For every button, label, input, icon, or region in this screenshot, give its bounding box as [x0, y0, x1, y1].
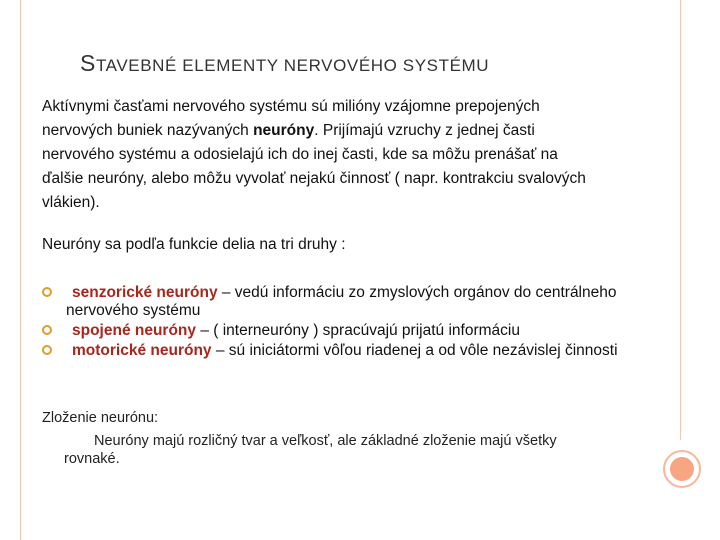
list-item: spojené neuróny – ( interneuróny ) spracúvajú prijatú informáciu — [42, 322, 632, 340]
decorative-circle-icon — [663, 450, 701, 488]
slide-title: STAVEBNÉ ELEMENTY NERVOVÉHO SYSTÉMU — [80, 50, 490, 76]
bullet-circle-icon — [42, 325, 52, 335]
neuron-types-list — [42, 284, 632, 362]
intro-bold-term: neuróny — [253, 122, 315, 139]
composition-heading: Zloženie neurónu: — [42, 410, 159, 426]
bullet-circle-icon — [42, 345, 52, 355]
right-frame-line — [680, 0, 681, 440]
intro-paragraph: Aktívnymi časťami nervového systému sú milióny vzájomne prepojených nervových buniek nazývaných neuróny. Prijímajú vzruchy z jednej časti nervového systému a odosielajú ich do inej časti, kde sa môžu prenášať na ďalšie neuróny, alebo môžu vyvolať nejakú činnosť ( napr. kontrakciu svalových vlákien). — [42, 98, 586, 211]
bullet-circle-icon — [42, 287, 52, 297]
list-item: motorické neuróny – sú iniciátormi vôľou riadenej a od vôle nezávislej činnosti — [42, 342, 632, 360]
left-frame-line — [20, 0, 21, 540]
composition-text: Neuróny majú rozličný tvar a veľkosť, ale základné zloženie majú všetky rovnaké. — [64, 433, 557, 467]
types-heading: Neuróny sa podľa funkcie delia na tri druhy : — [42, 236, 346, 253]
list-item: senzorické neuróny – vedú informáciu zo zmyslových orgánov do centrálneho nervového systému — [42, 284, 632, 320]
